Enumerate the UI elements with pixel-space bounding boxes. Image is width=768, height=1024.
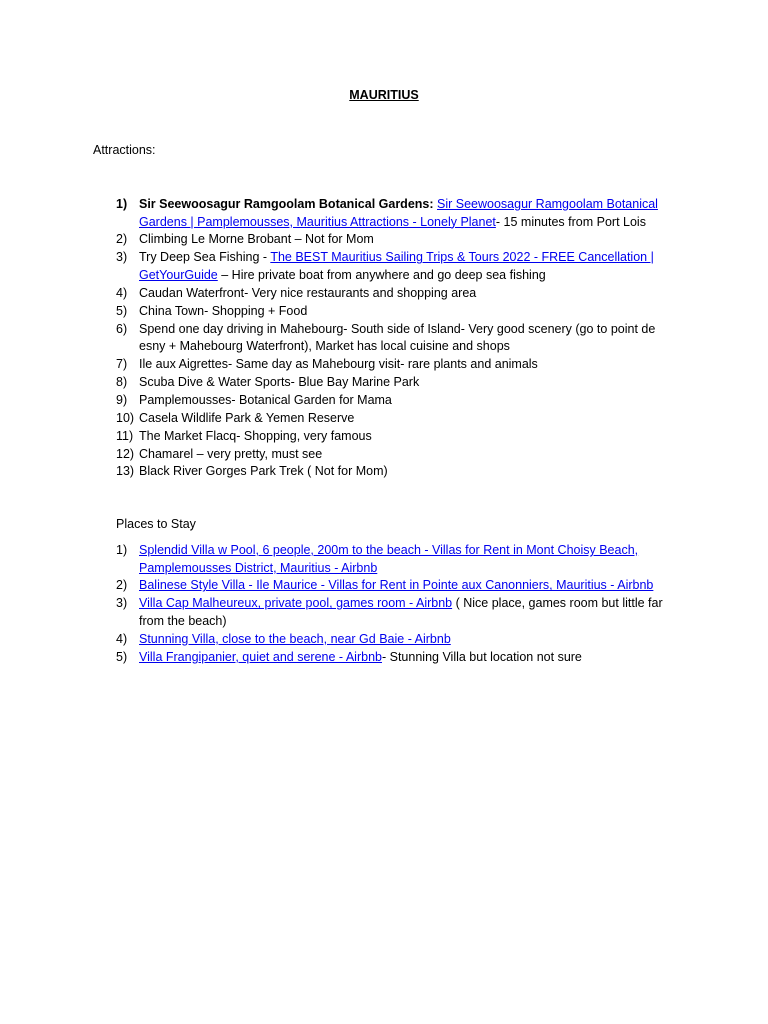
item-link[interactable]: Splendid Villa w Pool, 6 people, 200m to the beach - Villas for Rent in Mont Choisy Beach, Pamplemousses District, Mauritius - Airbnb <box>139 543 639 575</box>
list-item <box>116 231 676 249</box>
item-text: Black River Gorges Park Trek ( Not for Mom) <box>139 464 388 479</box>
item-number: 2) <box>116 578 128 593</box>
item-number: 7) <box>116 357 128 372</box>
list-item <box>116 577 676 595</box>
item-text: Pamplemousses- Botanical Garden for Mama <box>139 392 392 407</box>
item-number: 4) <box>116 631 128 646</box>
list-item <box>116 595 676 630</box>
page-title: MAURITIUS <box>349 88 419 102</box>
item-link[interactable]: Sir Seewoosagur Ramgoolam Botanical Gardens | Pamplemousses, Mauritius Attractions - Lonely Planet <box>139 197 658 229</box>
places-heading: Places to Stay <box>116 517 196 531</box>
item-number: 9) <box>116 392 128 407</box>
list-item <box>116 249 676 284</box>
item-number: 11) <box>116 428 134 443</box>
list-item <box>116 631 676 649</box>
item-text: Casela Wildlife Park & Yemen Reserve <box>139 410 355 425</box>
item-number: 3) <box>116 596 128 611</box>
item-number: 12) <box>116 446 135 461</box>
places-list <box>116 542 676 667</box>
list-item <box>116 463 676 481</box>
item-text: Chamarel – very pretty, must see <box>139 446 323 461</box>
item-text: Ile aux Aigrettes- Same day as Mahebourg visit- rare plants and animals <box>139 357 538 372</box>
list-item <box>116 410 676 428</box>
item-number: 13) <box>116 464 135 479</box>
item-number: 6) <box>116 321 128 336</box>
attractions-heading: Attractions: <box>93 143 156 157</box>
list-item <box>116 446 676 464</box>
list-item <box>116 321 676 356</box>
list-item <box>116 374 676 392</box>
item-text: Scuba Dive & Water Sports- Blue Bay Marine Park <box>139 375 420 390</box>
item-number: 1) <box>116 543 128 557</box>
attractions-list <box>116 196 676 481</box>
item-text: Climbing Le Morne Brobant – Not for Mom <box>139 232 374 247</box>
item-text: - Stunning Villa but location not sure <box>381 649 582 664</box>
item-number: 8) <box>116 375 128 390</box>
item-link[interactable]: Villa Cap Malheureux, private pool, games room - Airbnb <box>139 596 453 611</box>
item-lead: Sir Seewoosagur Ramgoolam Botanical Gardens: <box>139 197 437 211</box>
list-item <box>116 542 676 577</box>
item-text: - 15 minutes from Port Lois <box>495 214 646 229</box>
list-item <box>116 285 676 303</box>
list-item <box>116 649 676 667</box>
item-link[interactable]: Stunning Villa, close to the beach, near Gd Baie - Airbnb <box>139 631 451 646</box>
item-number: 5) <box>116 649 128 664</box>
item-link[interactable]: The BEST Mauritius Sailing Trips & Tours 2022 - FREE Cancellation | GetYourGuide <box>139 250 654 282</box>
item-text: Try Deep Sea Fishing - <box>139 250 271 265</box>
item-number: 10) <box>116 410 135 425</box>
item-text: Caudan Waterfront- Very nice restaurants and shopping area <box>139 285 477 300</box>
list-item <box>116 392 676 410</box>
list-item <box>116 196 676 231</box>
list-item <box>116 303 676 321</box>
item-number: 1) <box>116 197 128 211</box>
item-link[interactable]: Villa Frangipanier, quiet and serene - Airbnb <box>139 649 382 664</box>
item-text: ( Nice place, games room but little far from the beach) <box>139 596 663 628</box>
item-text: – Hire private boat from anywhere and go deep sea fishing <box>217 267 546 282</box>
item-text: The Market Flacq- Shopping, very famous <box>139 428 372 443</box>
list-item <box>116 428 676 446</box>
item-number: 3) <box>116 250 128 265</box>
item-text: Spend one day driving in Mahebourg- South side of Island- Very good scenery (go to point de esny + Mahebourg Waterfront), Market has local cuisine and shops <box>139 321 656 354</box>
item-number: 2) <box>116 232 128 247</box>
list-item <box>116 356 676 374</box>
item-text: China Town- Shopping + Food <box>139 303 308 318</box>
item-number: 4) <box>116 285 128 300</box>
item-link[interactable]: Balinese Style Villa - Ile Maurice - Villas for Rent in Pointe aux Canonniers, Mauritius - Airbnb <box>139 578 654 593</box>
item-number: 5) <box>116 303 128 318</box>
